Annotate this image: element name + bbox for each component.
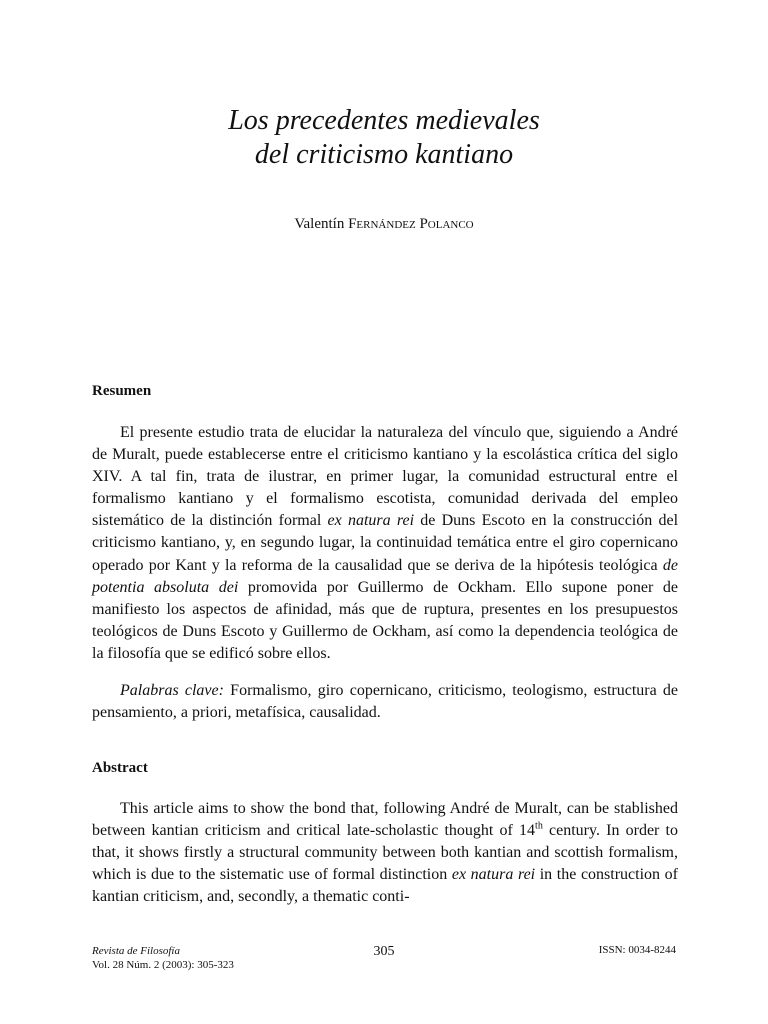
footer-journal: Revista de Filosofía: [92, 945, 180, 957]
abstract-paragraph: [92, 798, 678, 908]
author-last-name: Fernández Polanco: [348, 216, 474, 232]
abstract-text-a: This article aims to show the bond that, following André de Muralt, can be stablished between kantian criticism and critical late-scholastic thought of 14: [92, 800, 678, 840]
page-number: 305: [373, 944, 395, 959]
keywords-text: Formalismo, giro copernicano, criticismo, teologismo, estructura de pensamiento, a priori, metafísica, causalidad.: [92, 682, 679, 722]
resumen-text-c: de Duns Escoto en la construcción del criticismo kantiano, y, en segundo lugar, la continuidad temática entre el giro copernicano operado por Kant y la reforma de la causalidad que se deriva de la hipótesis teológica: [92, 512, 679, 574]
resumen-text-e: promovida por Guillermo de Ockham. Ello supone poner de manifiesto los aspectos de afinidad, más que de ruptura, presentes en los presupuestos teológicos de Duns Escoto y Guillermo de Ockham, así como la dependencia teológica de la filosofía que se edificó sobre ellos.: [92, 578, 678, 662]
title-line-2: del criticismo kantiano: [254, 139, 514, 170]
footer-issn: ISSN: 0034-8244: [598, 944, 676, 956]
abstract-heading: Abstract: [92, 760, 148, 776]
resumen-heading: Resumen: [92, 383, 152, 399]
footer-volume: Vol. 28 Núm. 2 (2003): 305-323: [92, 959, 234, 971]
abstract-text-d: in the construction of kantian criticism, and, secondly, a thematic conti-: [92, 866, 678, 906]
keywords-paragraph: [92, 680, 678, 724]
resumen-italic-de-potentia: de potentia absoluta dei: [92, 556, 678, 596]
article-title: [0, 104, 768, 172]
title-line-1: Los precedentes medievales: [228, 105, 540, 136]
abstract-italic-ex-natura-rei: ex natura rei: [451, 866, 536, 884]
author-name: [0, 216, 768, 233]
abstract-superscript: th: [535, 820, 543, 832]
author-first-name: Valentín: [294, 216, 349, 232]
resumen-paragraph: [92, 422, 678, 665]
resumen-italic-ex-natura-rei: ex natura rei: [327, 512, 415, 530]
resumen-text-a: El presente estudio trata de elucidar la naturaleza del vínculo que, siguiendo a André de Muralt, puede establecerse entre el criticismo kantiano y la escolástica crítica del siglo XIV. A tal fin, trata de ilustrar, en primer lugar, la comunidad estructural entre el formalismo kantiano y el formalismo escotista, comunidad derivada del empleo sistemático de la distinción formal: [92, 424, 678, 530]
abstract-text-b: century. In order to that, it shows firstly a structural community between both kantian and scottish formalism, which is due to the sistematic use of formal distinction: [92, 822, 678, 884]
keywords-label: Palabras clave:: [120, 682, 224, 699]
